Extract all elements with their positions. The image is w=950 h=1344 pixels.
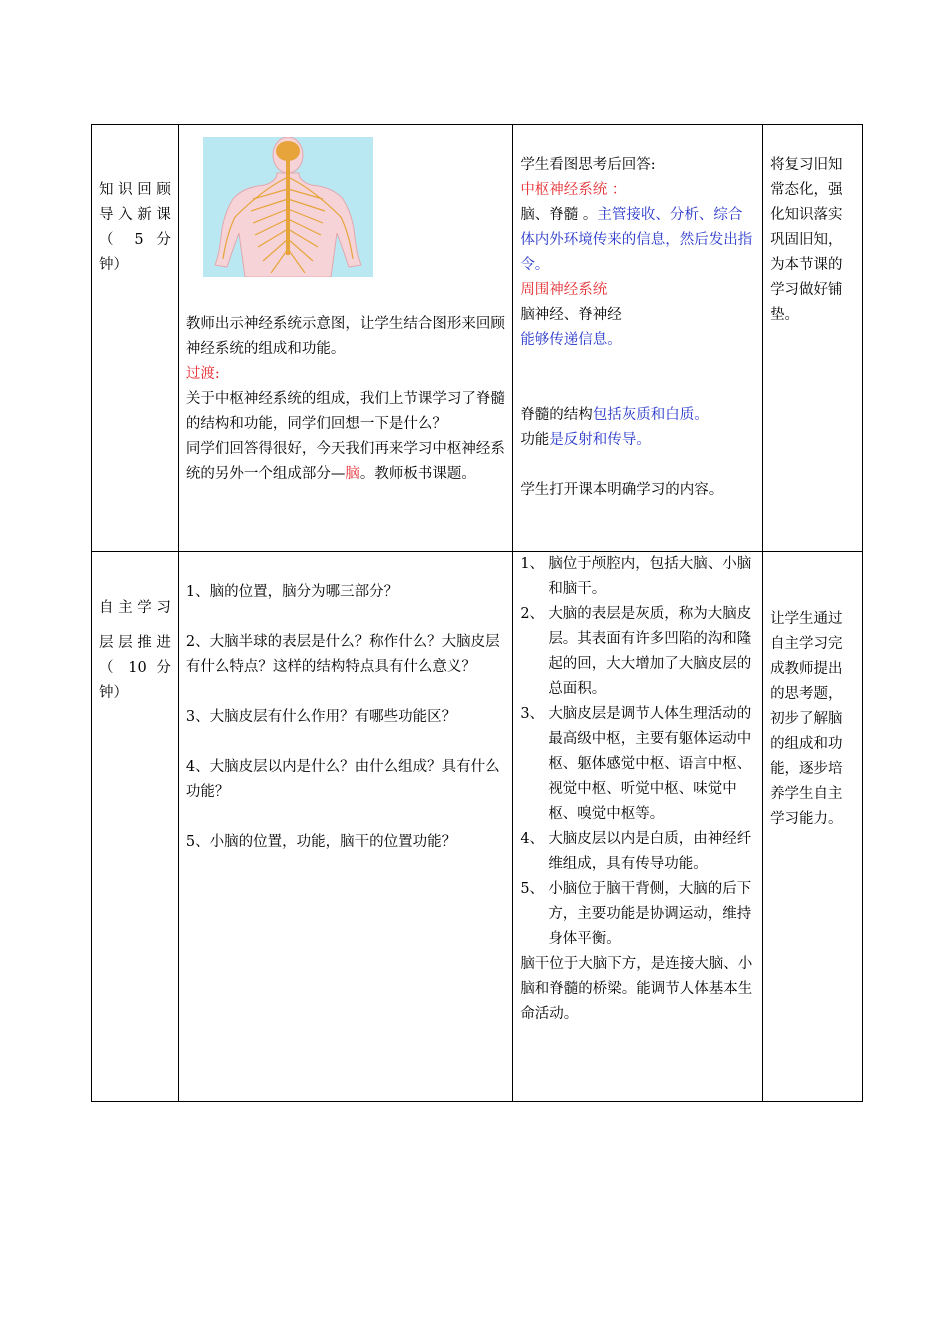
lesson-plan-table — [91, 124, 863, 1102]
closing-highlight: 脑 — [345, 466, 360, 482]
stage-line: 钟） — [99, 685, 128, 701]
teacher-intro: 教师出示神经系统示意图，让学生结合图形来回顾神经系统的组成和功能。 — [185, 316, 505, 357]
stage-line: （ 10 分 — [99, 660, 171, 676]
question-item: 2、大脑半球的表层是什么？称作什么？大脑皮层有什么特点？这样的结构特点具有什么意义？ — [185, 634, 500, 675]
student-lead: 学生看图思考后回答: — [520, 157, 656, 173]
answer-tail: 脑干位于大脑下方，是连接大脑、小脑和脊髓的桥梁。能调节人体基本生命活动。 — [520, 956, 753, 1022]
table-row — [92, 552, 863, 1102]
questions-cell — [178, 552, 512, 1102]
peripheral-title: 周围神经系统 — [520, 282, 608, 298]
stage-cell — [92, 125, 179, 552]
question-item: 4、大脑皮层以内是什么？由什么组成？具有什么功能？ — [185, 759, 500, 800]
central-answer: 脑、脊髓 。主管接收、分析、综合体内外环境传来的信息，然后发出指令。 — [520, 207, 753, 273]
purpose-text: 将复习旧知常态化，强化知识落实巩固旧知，为本节课的学习做好铺垫。 — [770, 157, 843, 323]
stage-line: 知识回顾 — [99, 182, 171, 198]
purpose-cell — [763, 125, 863, 552]
purpose-cell — [763, 552, 863, 1102]
transition-text: 关于中枢神经系统的组成，我们上节课学习了脊髓的结构和功能，同学们回想一下是什么？ — [185, 391, 505, 432]
stage-line: 导入新课 — [99, 207, 171, 223]
stage-line: 钟） — [99, 257, 128, 273]
answer-item: 1、 脑位于颅腔内，包括大脑、小脑和脑干。 — [520, 556, 752, 597]
table-row — [92, 125, 863, 552]
student-activity-cell — [513, 125, 763, 552]
answer-item: 5、 小脑位于脑干背侧，大脑的后下方，主要功能是协调运动，维持身体平衡。 — [520, 881, 752, 947]
peripheral-parts: 脑神经、脊神经 — [520, 307, 622, 323]
stage-line: 自主学习 — [99, 600, 171, 616]
teacher-activity-cell — [178, 125, 512, 552]
spinal-function: 功能是反射和传导。 — [520, 432, 651, 448]
answer-list — [520, 552, 755, 952]
stage-line: 层层推进 — [99, 635, 171, 651]
central-title: 中枢神经系统 ： — [520, 182, 627, 198]
spinal-structure: 脊髓的结构包括灰质和白质。 — [520, 407, 709, 423]
nervous-system-diagram — [203, 137, 373, 277]
open-book: 学生打开课本明确学习的内容。 — [520, 482, 724, 498]
purpose-text: 让学生通过自主学习完成教师提出的思考题，初步了解脑的组成和功能，逐步培养学生自主学习能力。 — [770, 611, 843, 827]
transition-label: 过渡: — [185, 366, 220, 382]
answers-cell — [513, 552, 763, 1102]
peripheral-function: 能够传递信息。 — [520, 332, 622, 348]
question-item: 1、脑的位置，脑分为哪三部分？ — [185, 584, 399, 600]
answer-item: 2、 大脑的表层是灰质，称为大脑皮层。其表面有许多凹陷的沟和隆起的回，大大增加了大脑皮层的总面积。 — [520, 606, 752, 697]
answer-item: 3、 大脑皮层是调节人体生理活动的最高级中枢，主要有躯体运动中枢、躯体感觉中枢、语言中枢、视觉中枢、听觉中枢、味觉中枢、嗅觉中枢等。 — [520, 706, 752, 822]
question-item: 5、小脑的位置，功能，脑干的位置功能？ — [185, 834, 457, 850]
stage-line: （ 5 分 — [99, 232, 171, 248]
answer-item: 4、 大脑皮层以内是白质，由神经纤维组成，具有传导功能。 — [520, 831, 752, 872]
closing-text: 同学们回答得很好，今天我们再来学习中枢神经系统的另外一个组成部分—脑。教师板书课题。 — [185, 441, 505, 482]
question-item: 3、大脑皮层有什么作用？有哪些功能区？ — [185, 709, 457, 725]
stage-cell — [92, 552, 179, 1102]
